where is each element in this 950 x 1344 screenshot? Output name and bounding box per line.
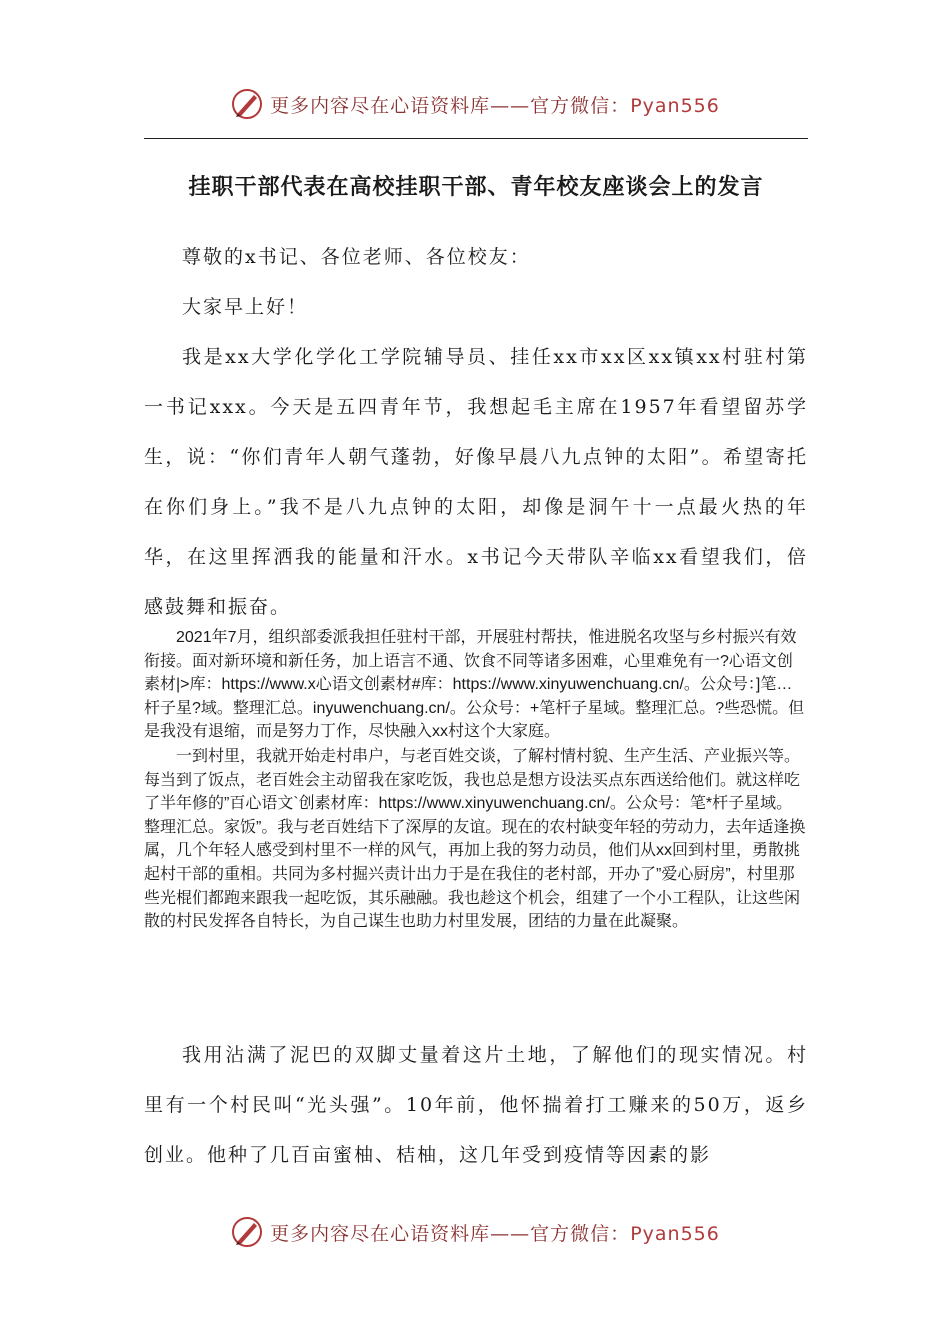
footer-banner-text bbox=[270, 1219, 720, 1246]
paragraph-assignment: 2021年7月，组织部委派我担任驻村干部，开展驻村帮扶，惟进脱名攻坚与乡村振兴有效衔接。面对新环境和新任务，加上语言不通、饮食不同等诸多困难，心里难免有一?心语文创素材|>库：https://www.x心语文创素材#库：https://www.xinyuwenchuang.cn/。公众号：]笔…杆子星?域。整理汇总。inyuwenchuang.cn/。公众号：+笔杆子星域。整理汇总。?些恐慌。但是我没有退缩，而是努力丁作，尽快融入xx村这个大家庭。 bbox=[144, 629, 805, 741]
pen-logo-icon bbox=[230, 1215, 264, 1249]
footer-wechat-label: 官方微信： bbox=[530, 1222, 631, 1245]
footer-banner bbox=[0, 1210, 950, 1254]
document-title: 挂职干部代表在高校挂职干部、青年校友座谈会上的发言 bbox=[188, 175, 764, 200]
paragraph-village-work: 一到村里，我就开始走村串户，与老百姓交谈，了解村情村貌、生产生活、产业振兴等。每当到了饭点，老百姓会主动留我在家吃饭，我也总是想方设法买点东西送给他们。就这样吃了半年修的”百心语文`创素材库：https://www.xinyuwenchuang.cn/。公众号：笔*杆子星域。整理汇总。家饭”。我与老百姓结下了深厚的友谊。现在的农村缺变年轻的劳动力，去年适逢换属，几个年轻人感受到村里不一样的风气，再加上我的努力动员，他们从xx回到村里，勇散挑起村干部的重相。共同为多村掘兴责计出力于是在我住的老村部，开办了”爱心厨房”，村里那些光棍们都跑来跟我一起吃饭，其乐融融。我也趁这个机会，组建了一个小工程队，让这些闲散的村民发挥各自特长，为自己谋生也助力村里发展，团结的力量在此凝聚。 bbox=[144, 748, 806, 931]
footer-brand: 更多内容尽在心语资料库 bbox=[270, 1222, 491, 1245]
banner-text bbox=[270, 91, 720, 118]
footer-separator: —— bbox=[490, 1222, 531, 1245]
pen-logo-icon bbox=[230, 87, 264, 121]
banner-separator: —— bbox=[490, 94, 531, 117]
paragraph-intro: 我是xx大学化学化工学院辅导员、挂任xx市xx区xx镇xx村驻村第一书记xxx。今天是五四青年节，我想起毛主席在1957年看望留苏学生，说：“你们青年人朝气蓬勃，好像早晨八九点钟的太阳”。希望寄托在你们身上。”我不是八九点钟的太阳，却像是洞午十一点最火热的年华，在这里挥洒我的能量和汗水。x书记今天带队辛临xx看望我们，倍感鼓舞和振奋。 bbox=[144, 346, 808, 618]
header-banner bbox=[0, 82, 950, 126]
paragraph-villager-story: 我用沾满了泥巴的双脚丈量着这片土地，了解他们的现实情况。村里有一个村民叫“光头强”。10年前，他怀揣着打工赚来的50万，返乡创业。他种了几百亩蜜柚、桔柚，这几年受到疫情等因素的影 bbox=[144, 1044, 808, 1166]
salutation: 尊敬的x书记、各位老师、各位校友： bbox=[182, 246, 531, 268]
banner-wechat-id: Pyan556 bbox=[630, 94, 720, 117]
footer-wechat-id: Pyan556 bbox=[630, 1222, 720, 1245]
header-divider bbox=[144, 138, 808, 139]
greeting: 大家早上好！ bbox=[182, 296, 309, 318]
banner-wechat-label: 官方微信： bbox=[530, 94, 631, 117]
banner-brand: 更多内容尽在心语资料库 bbox=[270, 94, 491, 117]
